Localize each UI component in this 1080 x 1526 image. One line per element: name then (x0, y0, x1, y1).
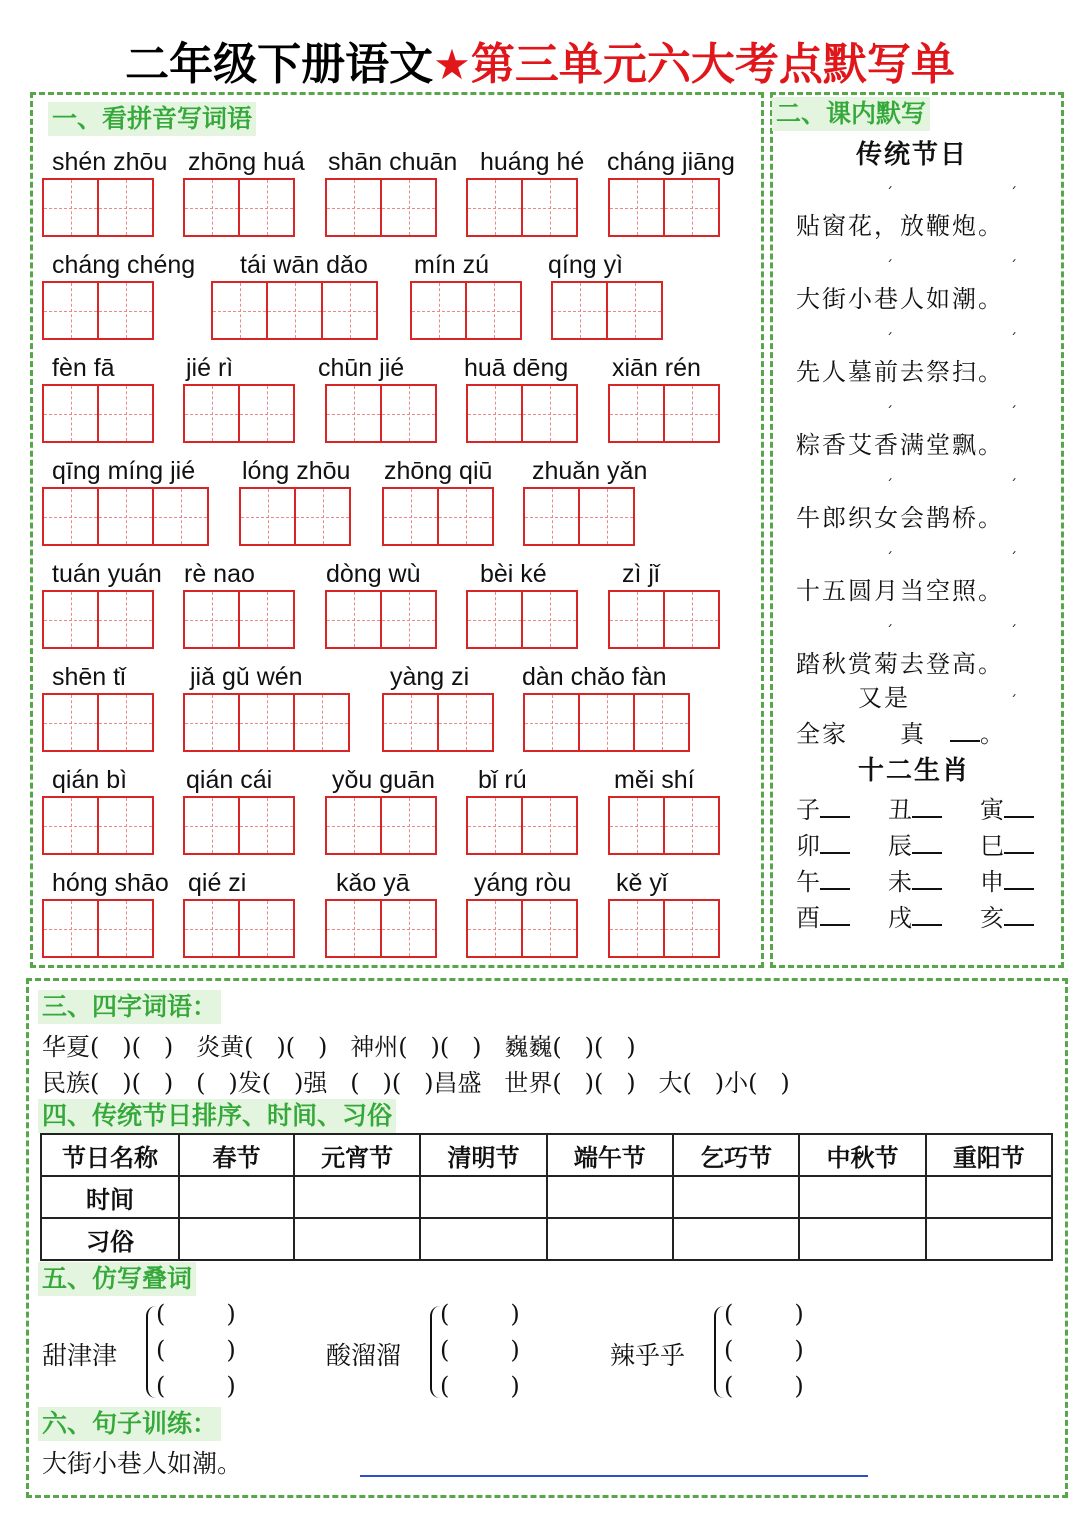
writing-cell[interactable] (42, 487, 99, 546)
writing-grid (608, 590, 720, 649)
poem-line: 先人墓前去祭扫。 (796, 358, 1004, 386)
zodiac-blank[interactable] (912, 872, 942, 890)
tone-mark: ˊ (1010, 694, 1017, 710)
festival-cell[interactable] (547, 1176, 673, 1218)
pinyin-label: qián cái (186, 766, 273, 794)
zodiac-item[interactable]: 丑 (888, 790, 942, 825)
writing-cell[interactable] (382, 693, 439, 752)
writing-cell[interactable] (325, 590, 382, 649)
pinyin-label: xiān rén (612, 354, 701, 382)
pinyin-label: kě yǐ (616, 869, 668, 897)
festival-cell[interactable] (799, 1176, 925, 1218)
writing-cell[interactable] (238, 693, 295, 752)
pinyin-label: bǐ rú (478, 766, 527, 794)
writing-cell[interactable] (466, 590, 523, 649)
zodiac-item[interactable]: 未 (888, 862, 942, 897)
zodiac-blank[interactable] (1004, 836, 1034, 854)
section-recite-title: 二、课内默写 (772, 97, 930, 131)
festival-row-label: 习俗 (41, 1218, 179, 1260)
zodiac-item[interactable]: 辰 (888, 826, 942, 861)
festival-header: 节日名称 (41, 1134, 179, 1176)
pinyin-label: zhōng qiū (384, 457, 493, 485)
writing-cell[interactable] (466, 178, 523, 237)
writing-cell[interactable] (238, 384, 295, 443)
writing-cell[interactable] (633, 693, 690, 752)
festival-cell[interactable] (179, 1176, 294, 1218)
zodiac-blank[interactable] (912, 800, 942, 818)
star-icon: ★ (433, 40, 471, 89)
pinyin-label: fèn fā (52, 354, 115, 382)
writing-grid (42, 899, 154, 958)
writing-cell[interactable] (521, 796, 578, 855)
zodiac-item[interactable]: 午 (796, 862, 850, 897)
pinyin-label: shén zhōu (52, 148, 168, 176)
festival-header: 清明节 (420, 1134, 546, 1176)
pinyin-label: tái wān dǎo (240, 251, 368, 279)
festival-cell[interactable] (547, 1218, 673, 1260)
writing-cell[interactable] (663, 899, 720, 958)
writing-cell[interactable] (183, 384, 240, 443)
writing-cell[interactable] (380, 899, 437, 958)
writing-grid (523, 487, 635, 546)
tone-mark: ˊ (1010, 186, 1017, 202)
pinyin-label: qié zi (188, 869, 247, 897)
writing-cell[interactable] (551, 281, 608, 340)
writing-grid (608, 384, 720, 443)
writing-cell[interactable] (608, 590, 665, 649)
writing-cell[interactable] (183, 693, 240, 752)
writing-cell[interactable] (238, 178, 295, 237)
poem-line: 粽香艾香满堂飘。 (796, 431, 1004, 459)
festival-cell[interactable] (673, 1176, 799, 1218)
festival-header: 重阳节 (926, 1134, 1052, 1176)
writing-cell[interactable] (578, 487, 635, 546)
writing-cell[interactable] (663, 590, 720, 649)
writing-cell[interactable] (183, 178, 240, 237)
writing-grid (211, 281, 378, 340)
pinyin-label: qíng yì (548, 251, 624, 279)
writing-cell[interactable] (325, 796, 382, 855)
writing-grid (325, 384, 437, 443)
writing-grid (42, 384, 154, 443)
writing-grid (466, 796, 578, 855)
pinyin-label: yáng ròu (474, 869, 572, 897)
poem-blank[interactable] (950, 724, 980, 742)
writing-cell[interactable] (42, 178, 99, 237)
reduplication-word: 甜津津 (42, 1341, 118, 1370)
tone-mark: ˊ (886, 405, 893, 421)
writing-cell[interactable] (380, 590, 437, 649)
tone-mark: ˊ (1010, 405, 1017, 421)
writing-grid (608, 899, 720, 958)
writing-cell[interactable] (523, 693, 580, 752)
writing-cell[interactable] (42, 693, 99, 752)
poem-last-line (796, 714, 1006, 749)
zodiac-item[interactable]: 戌 (888, 898, 942, 933)
writing-cell[interactable] (238, 796, 295, 855)
festival-time-row (41, 1176, 1052, 1218)
section-festival-title: 四、传统节日排序、时间、习俗 (38, 1099, 396, 1133)
pinyin-label: měi shí (614, 766, 695, 794)
writing-grid (183, 693, 350, 752)
writing-cell[interactable] (521, 590, 578, 649)
idiom-line-1[interactable]: 华夏( )( ) 炎黄( )( ) 神州( )( ) 巍巍( )( ) (42, 1033, 636, 1061)
idiom-line-2[interactable]: 民族( )( ) ( )发( )强 ( )( )昌盛 世界( )( ) 大( )小( ) (42, 1069, 790, 1097)
writing-cell[interactable] (183, 899, 240, 958)
tone-mark: ˊ (1010, 332, 1017, 348)
writing-cell[interactable] (325, 899, 382, 958)
writing-grid (183, 796, 295, 855)
writing-grid (325, 178, 437, 237)
writing-grid (466, 178, 578, 237)
title-unit: 第三单元六大考点默写单 (470, 39, 955, 90)
pinyin-label: zì jǐ (622, 560, 660, 588)
poem-extra-label: 又是 (858, 684, 910, 712)
festival-header: 乞巧节 (673, 1134, 799, 1176)
zodiac-blank[interactable] (820, 800, 850, 818)
festival-cell[interactable] (179, 1218, 294, 1260)
sentence-example: 大街小巷人如潮。 (42, 1449, 243, 1478)
tone-mark: ˊ (886, 186, 893, 202)
writing-cell[interactable] (239, 487, 296, 546)
writing-cell[interactable] (437, 487, 494, 546)
pinyin-label: qián bì (52, 766, 128, 794)
writing-cell[interactable] (238, 590, 295, 649)
poem-line: 十五圆月当空照。 (796, 577, 1004, 605)
tone-mark: ˊ (886, 478, 893, 494)
reduplication-answer[interactable]: ( ) (724, 1300, 804, 1328)
pinyin-label: cháng chéng (52, 251, 196, 279)
page-title (0, 28, 1080, 98)
writing-cell[interactable] (663, 384, 720, 443)
zodiac-item[interactable]: 子 (796, 790, 850, 825)
writing-cell[interactable] (466, 899, 523, 958)
section-sentence-title: 六、句子训练： (38, 1407, 221, 1441)
poem-last-word-a: 全家 (796, 720, 848, 748)
writing-grid (608, 796, 720, 855)
writing-grid (183, 178, 295, 237)
zodiac-title: 十二生肖 (858, 756, 971, 786)
festival-header: 中秋节 (799, 1134, 925, 1176)
pinyin-label: shēn tǐ (52, 663, 126, 691)
pinyin-label: jiǎ gǔ wén (190, 663, 303, 691)
pinyin-label: hóng shāo (52, 869, 169, 897)
festival-header: 端午节 (547, 1134, 673, 1176)
writing-cell[interactable] (466, 384, 523, 443)
writing-cell[interactable] (42, 590, 99, 649)
writing-grid (42, 487, 209, 546)
zodiac-blank[interactable] (820, 836, 850, 854)
poem-line: 大街小巷人如潮。 (796, 285, 1004, 313)
zodiac-item[interactable]: 亥 (980, 898, 1034, 933)
pinyin-label: chūn jié (318, 354, 405, 382)
reduplication-answer[interactable]: ( ) (440, 1300, 520, 1328)
festival-table (40, 1133, 1053, 1261)
writing-cell[interactable] (97, 693, 154, 752)
writing-cell[interactable] (293, 693, 350, 752)
section-reduplication-title: 五、仿写叠词 (38, 1262, 196, 1296)
tone-mark: ˊ (1010, 259, 1017, 275)
poem-last-word-b: 真 (900, 720, 926, 748)
festival-cell[interactable] (673, 1218, 799, 1260)
writing-cell[interactable] (608, 178, 665, 237)
writing-cell[interactable] (183, 796, 240, 855)
writing-cell[interactable] (608, 899, 665, 958)
pinyin-label: qīng míng jié (52, 457, 196, 485)
writing-cell[interactable] (663, 178, 720, 237)
tone-mark: ˊ (886, 332, 893, 348)
writing-cell[interactable] (523, 487, 580, 546)
festival-cell[interactable] (294, 1218, 420, 1260)
writing-cell[interactable] (97, 178, 154, 237)
writing-grid (466, 384, 578, 443)
writing-cell[interactable] (608, 796, 665, 855)
pinyin-label: yǒu guān (332, 766, 435, 794)
writing-cell[interactable] (42, 384, 99, 443)
pinyin-label: shān chuān (328, 148, 458, 176)
section-pinyin-title: 一、看拼音写词语 (48, 102, 256, 136)
poem-line: 踏秋赏菊去登高。 (796, 650, 1004, 678)
zodiac-blank[interactable] (1004, 872, 1034, 890)
writing-cell[interactable] (606, 281, 663, 340)
reduplication-word: 辣乎乎 (610, 1341, 686, 1370)
reduplication-answer[interactable]: ( ) (724, 1372, 804, 1400)
pinyin-label: huā dēng (464, 354, 569, 382)
festival-row-label: 时间 (41, 1176, 179, 1218)
zodiac-blank[interactable] (820, 908, 850, 926)
zodiac-blank[interactable] (1004, 908, 1034, 926)
writing-cell[interactable] (380, 178, 437, 237)
writing-grid (42, 281, 154, 340)
writing-cell[interactable] (42, 796, 99, 855)
writing-grid (183, 384, 295, 443)
writing-grid (410, 281, 522, 340)
writing-cell[interactable] (521, 178, 578, 237)
zodiac-item[interactable]: 卯 (796, 826, 850, 861)
festival-header: 春节 (179, 1134, 294, 1176)
pinyin-label: mín zú (414, 251, 490, 279)
writing-cell[interactable] (437, 693, 494, 752)
writing-grid (42, 178, 154, 237)
writing-cell[interactable] (380, 796, 437, 855)
pinyin-label: cháng jiāng (607, 148, 735, 176)
pinyin-label: yàng zi (390, 663, 470, 691)
pinyin-label: kǎo yā (336, 869, 410, 897)
writing-grid (523, 693, 690, 752)
festival-cell[interactable] (926, 1218, 1052, 1260)
writing-grid (466, 899, 578, 958)
pinyin-label: dòng wù (326, 560, 421, 588)
writing-cell[interactable] (521, 899, 578, 958)
writing-grid (183, 590, 295, 649)
writing-cell[interactable] (465, 281, 522, 340)
writing-grid (466, 590, 578, 649)
writing-cell[interactable] (42, 899, 99, 958)
zodiac-item[interactable]: 巳 (980, 826, 1034, 861)
festival-header-row (41, 1134, 1052, 1176)
writing-cell[interactable] (152, 487, 209, 546)
writing-grid (325, 796, 437, 855)
sentence-answer-line[interactable] (360, 1475, 868, 1477)
tone-mark: ˊ (886, 624, 893, 640)
festival-cell[interactable] (420, 1218, 546, 1260)
zodiac-blank[interactable] (820, 872, 850, 890)
zodiac-blank[interactable] (912, 908, 942, 926)
writing-cell[interactable] (97, 899, 154, 958)
pinyin-label: zhuǎn yǎn (532, 457, 648, 485)
pinyin-label: dàn chǎo fàn (522, 663, 667, 691)
reduplication-answer[interactable]: ( ) (156, 1372, 236, 1400)
writing-grid (608, 178, 720, 237)
reduplication-answer[interactable]: ( ) (156, 1300, 236, 1328)
tone-mark: ˊ (886, 259, 893, 275)
festival-cell[interactable] (420, 1176, 546, 1218)
tone-mark: ˊ (1010, 478, 1017, 494)
reduplication-word: 酸溜溜 (326, 1341, 402, 1370)
writing-cell[interactable] (578, 693, 635, 752)
pinyin-label: huáng hé (480, 148, 585, 176)
zodiac-item[interactable]: 寅 (980, 790, 1034, 825)
writing-cell[interactable] (238, 899, 295, 958)
writing-cell[interactable] (211, 281, 268, 340)
writing-cell[interactable] (410, 281, 467, 340)
writing-grid (551, 281, 663, 340)
poem-line: 贴窗花，放鞭炮。 (796, 212, 1004, 240)
festival-custom-row (41, 1218, 1052, 1260)
writing-grid (239, 487, 351, 546)
reduplication-answer[interactable]: ( ) (440, 1336, 520, 1364)
writing-grid (325, 590, 437, 649)
writing-cell[interactable] (663, 796, 720, 855)
writing-cell[interactable] (97, 796, 154, 855)
writing-cell[interactable] (325, 384, 382, 443)
pinyin-label: bèi ké (480, 560, 547, 588)
festival-header: 元宵节 (294, 1134, 420, 1176)
writing-cell[interactable] (382, 487, 439, 546)
writing-cell[interactable] (608, 384, 665, 443)
section-idiom-title: 三、四字词语： (38, 990, 221, 1024)
writing-grid (382, 693, 494, 752)
writing-grid (183, 899, 295, 958)
writing-cell[interactable] (97, 590, 154, 649)
writing-cell[interactable] (97, 487, 154, 546)
zodiac-blank[interactable] (912, 836, 942, 854)
writing-cell[interactable] (466, 796, 523, 855)
writing-cell[interactable] (183, 590, 240, 649)
writing-cell[interactable] (42, 281, 99, 340)
poem-title: 传统节日 (856, 140, 969, 170)
writing-grid (42, 693, 154, 752)
pinyin-label: zhōng huá (188, 148, 305, 176)
writing-cell[interactable] (380, 384, 437, 443)
tone-mark: ˊ (886, 551, 893, 567)
writing-cell[interactable] (294, 487, 351, 546)
writing-grid (42, 590, 154, 649)
zodiac-item[interactable]: 酉 (796, 898, 850, 933)
writing-cell[interactable] (321, 281, 378, 340)
reduplication-answer[interactable]: ( ) (724, 1336, 804, 1364)
writing-cell[interactable] (97, 281, 154, 340)
zodiac-item[interactable]: 申 (980, 862, 1034, 897)
writing-grid (325, 899, 437, 958)
writing-cell[interactable] (266, 281, 323, 340)
pinyin-label: jié rì (186, 354, 234, 382)
festival-cell[interactable] (799, 1218, 925, 1260)
festival-cell[interactable] (294, 1176, 420, 1218)
festival-cell[interactable] (926, 1176, 1052, 1218)
title-grade: 二年级下册语文 (125, 39, 434, 90)
reduplication-answer[interactable]: ( ) (156, 1336, 236, 1364)
writing-grid (382, 487, 494, 546)
tone-mark: ˊ (1010, 551, 1017, 567)
writing-cell[interactable] (97, 384, 154, 443)
poem-line: 牛郎织女会鹊桥。 (796, 504, 1004, 532)
reduplication-answer[interactable]: ( ) (440, 1372, 520, 1400)
writing-cell[interactable] (325, 178, 382, 237)
poem-last-end: 。 (980, 720, 1006, 748)
pinyin-label: tuán yuán (52, 560, 162, 588)
pinyin-label: rè nao (184, 560, 255, 588)
tone-mark: ˊ (1010, 624, 1017, 640)
zodiac-blank[interactable] (1004, 800, 1034, 818)
pinyin-label: lóng zhōu (242, 457, 351, 485)
writing-cell[interactable] (521, 384, 578, 443)
writing-grid (42, 796, 154, 855)
